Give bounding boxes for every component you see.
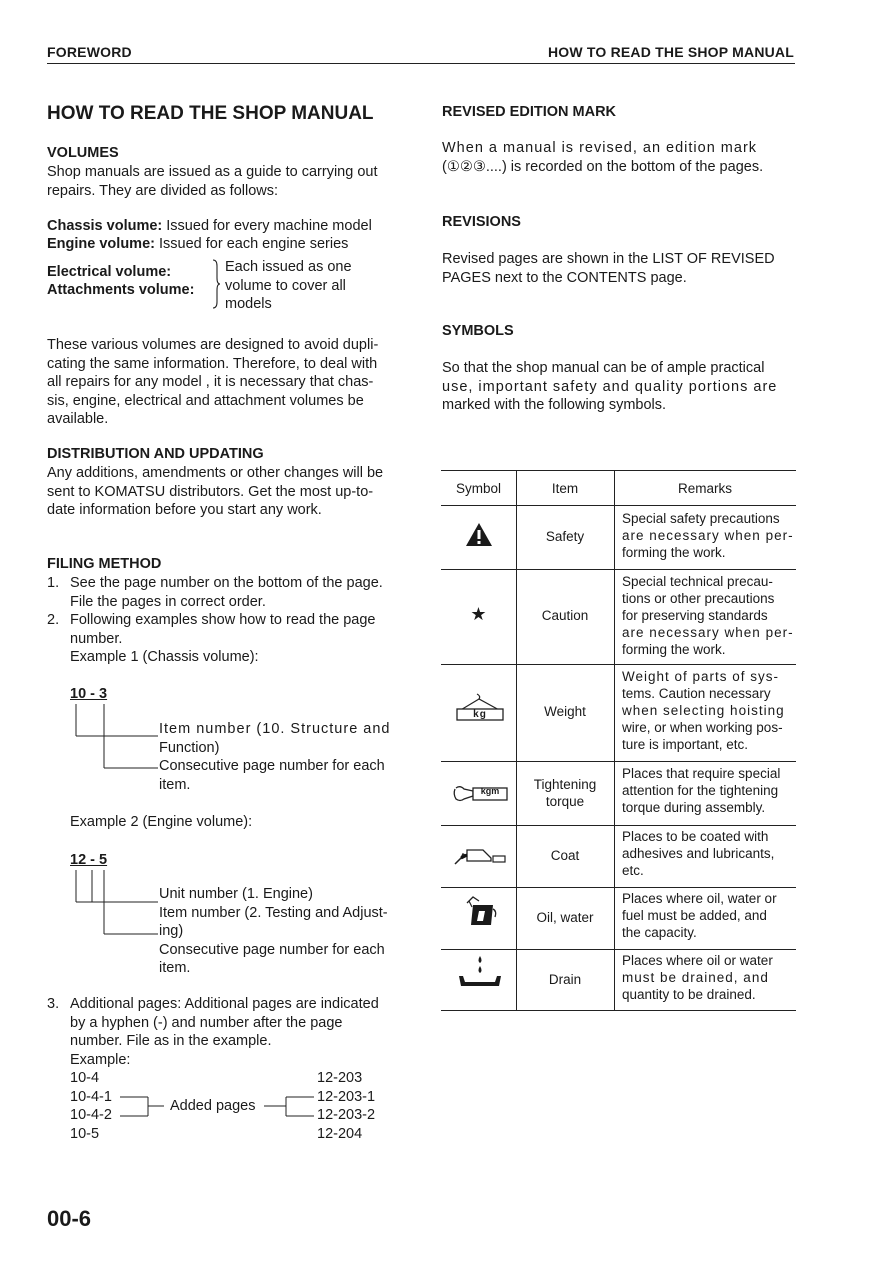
added-pages-label: Added pages [170,1098,256,1114]
example-desc-line: Item number (2. Testing and Adjust- [159,904,388,921]
volumes-intro-line: Shop manuals are issued as a guide to carrying out [47,164,378,180]
header-rule [47,63,795,64]
distribution-text [47,464,407,520]
page-code: 10-4-2 [70,1107,112,1123]
page-code: 12-203-2 [317,1107,376,1123]
symbols-text [442,359,777,415]
table-rule [441,664,796,665]
revised-line: (①②③....) is recorded on the bottom of the pages. [442,158,764,175]
table-rule [441,887,796,888]
page-code: 10-5 [70,1125,100,1142]
remark-line: attention for the tightening [622,783,779,798]
distribution-heading: DISTRIBUTION AND UPDATING [47,446,264,462]
row-remarks [622,668,785,753]
row-item-label: Drain [548,972,582,987]
symbols-line: marked with the following symbols. [442,397,667,413]
remark-line: adhesives and lubricants, [622,846,775,861]
oil-can-icon [463,895,499,929]
distribution-line: sent to KOMATSU distributors. Get the most up-to- [47,483,374,500]
page-title: HOW TO READ THE SHOP MANUAL [47,103,374,124]
filing-item-number: 1. [47,575,60,591]
symbols-line: So that the shop manual can be of ample practical [442,360,765,376]
example-desc-line: Consecutive page number for each [159,941,385,958]
example-1-label: Example 1 (Chassis volume): [70,649,259,665]
page-number: 00-6 [47,1206,92,1231]
filing-line: by a hyphen (-) and number after the page [70,1014,343,1031]
table-rule [441,470,796,471]
safety-warning-icon [465,522,493,548]
page-code: 12-203-1 [317,1088,376,1105]
remark-line: forming the work. [622,545,726,560]
remark-line: for preserving standards [622,608,768,623]
table-header-remarks: Remarks [677,481,732,496]
chassis-volume-line [47,217,372,236]
example-2-code: 12 - 5 [70,852,108,868]
revised-text [442,139,763,176]
filing-line: Following examples show how to read the page [70,612,376,628]
revisions-text [442,250,775,287]
table-column-rule [614,470,615,1010]
chassis-volume-text: Issued for every machine model [166,218,372,234]
table-header-item: Item [551,481,579,496]
table-rule [441,825,796,826]
table-rule [441,569,796,570]
filing-heading: FILING METHOD [47,556,162,572]
example-desc-line: Function) [159,739,220,756]
filing-item-number: 3. [47,996,60,1012]
filing-line: number. [70,630,123,647]
coat-tube-icon [453,844,509,866]
page-code: 10-4-1 [70,1088,112,1105]
item-line: torque [545,794,585,809]
remark-line: ture is important, etc. [622,737,749,752]
engine-volume-text: Issued for each engine series [159,236,349,252]
row-item-label: Weight [544,704,586,719]
remark-line: forming the work. [622,642,726,657]
pages-right-list [317,1069,375,1143]
row-remarks [622,765,780,816]
revised-line: When a manual is revised, an edition mark [442,140,758,156]
remark-line: wire, or when working pos- [622,720,783,735]
filing-line: number. File as in the example. [70,1033,272,1049]
row-item-label: Safety [545,529,585,544]
table-column-rule [516,470,517,1010]
brace-text-line: volume to cover all [225,277,346,294]
header-page-title: HOW TO READ THE SHOP MANUAL [548,44,794,60]
example-2-desc [159,885,388,978]
volumes-heading: VOLUMES [47,145,119,161]
distribution-line: date information before you start any work. [47,502,322,518]
header-section-title: FOREWORD [47,44,132,60]
volumes-intro-line: repairs. They are divided as follows: [47,182,279,199]
brace-text-line: Each issued as one [225,259,352,275]
example-desc-line: Unit number (1. Engine) [159,886,313,902]
wrench-icon-label: kgm [480,786,500,796]
remark-line: tions or other precautions [622,591,775,606]
page-code: 12-203 [317,1070,363,1086]
row-remarks [622,890,777,941]
remark-line: are necessary when per- [622,528,794,543]
engine-volume-label: Engine volume: [47,236,155,252]
table-rule [441,949,796,950]
filing-line: Example: [70,1051,131,1068]
remark-line: the capacity. [622,925,697,940]
brace-text-line: models [225,296,272,312]
remark-line: etc. [622,863,644,878]
item-line: Tightening [533,777,597,792]
electrical-volume-label: Electrical volume: [47,264,172,280]
para-line: available. [47,411,109,427]
symbols-heading: SYMBOLS [442,323,514,339]
symbols-table [441,470,796,1011]
row-item-label: Oil, water [536,910,594,925]
example-2-label: Example 2 (Engine volume): [70,814,253,830]
remark-line: Special safety precautions [622,511,780,526]
volumes-paragraph [47,336,407,429]
pages-left-list [70,1069,112,1143]
row-remarks [622,952,773,1003]
revisions-line: PAGES next to the CONTENTS page. [442,269,687,286]
example-desc-line: item. [159,960,191,976]
example-1-code: 10 - 3 [70,686,108,702]
remark-line: when selecting hoisting [622,703,785,718]
para-line: sis, engine, electrical and attachment volumes be [47,392,364,409]
volumes-intro [47,163,417,200]
para-line: cating the same information. Therefore, to deal with [47,355,378,372]
filing-line: Additional pages: Additional pages are indicated [70,996,379,1012]
example-2-bracket-lines [70,868,165,938]
example-desc-line: item. [159,776,191,793]
example-desc-line: ing) [159,923,184,939]
table-rule [441,1010,796,1011]
symbols-line: use, important safety and quality portions are [442,378,778,395]
table-rule [441,505,796,506]
star-icon: ★ [470,604,487,624]
para-line: all repairs for any model , it is necessary that chas- [47,374,374,390]
filing-item-2 [70,611,375,667]
weight-icon-label: kg [473,709,487,720]
revisions-heading: REVISIONS [442,214,521,230]
remark-line: must be drained, and [622,970,769,985]
para-line: These various volumes are designed to avoid dupli- [47,337,379,353]
page-code: 10-4 [70,1070,100,1086]
filing-item-1 [70,574,383,611]
revised-heading: REVISED EDITION MARK [442,104,617,120]
example-desc-line: Item number (10. Structure and [159,721,391,737]
row-remarks [622,828,774,879]
example-1-desc [159,720,391,794]
table-rule [441,761,796,762]
distribution-line: Any additions, amendments or other changes will be [47,465,384,481]
remark-line: Weight of parts of sys- [622,669,780,684]
example-desc-line: Consecutive page number for each [159,758,385,774]
table-header-symbol: Symbol [455,481,501,496]
remark-line: Places to be coated with [622,829,769,844]
page-code: 12-204 [317,1125,363,1142]
remark-line: torque during assembly. [622,800,766,815]
remark-line: Special technical precau- [622,574,773,589]
revisions-line: Revised pages are shown in the LIST OF REVISED [442,251,775,267]
brace-text [225,258,352,314]
row-remarks [622,510,794,561]
row-remarks [622,573,794,658]
chassis-volume-label: Chassis volume: [47,218,163,234]
remark-line: Places that require special [622,766,781,781]
row-item-label [516,776,614,810]
remark-line: tems. Caution necessary [622,686,771,701]
engine-volume-line [47,235,348,254]
filing-item-number: 2. [47,612,60,628]
row-item-label: Coat [550,848,580,863]
attachments-volume-label: Attachments volume: [47,282,195,298]
filing-line: File the pages in correct order. [70,593,266,610]
row-item-label: Caution [541,608,589,623]
example-1-bracket-lines [70,702,165,772]
remark-line: fuel must be added, and [622,908,767,923]
remark-line: Places where oil, water or [622,891,777,906]
remark-line: are necessary when per- [622,625,794,640]
filing-item-3 [70,995,379,1069]
drain-icon [457,954,503,988]
filing-line: See the page number on the bottom of the page. [70,575,383,591]
brace-icon [210,258,222,310]
remark-line: Places where oil or water [622,953,773,968]
remark-line: quantity to be drained. [622,987,756,1002]
